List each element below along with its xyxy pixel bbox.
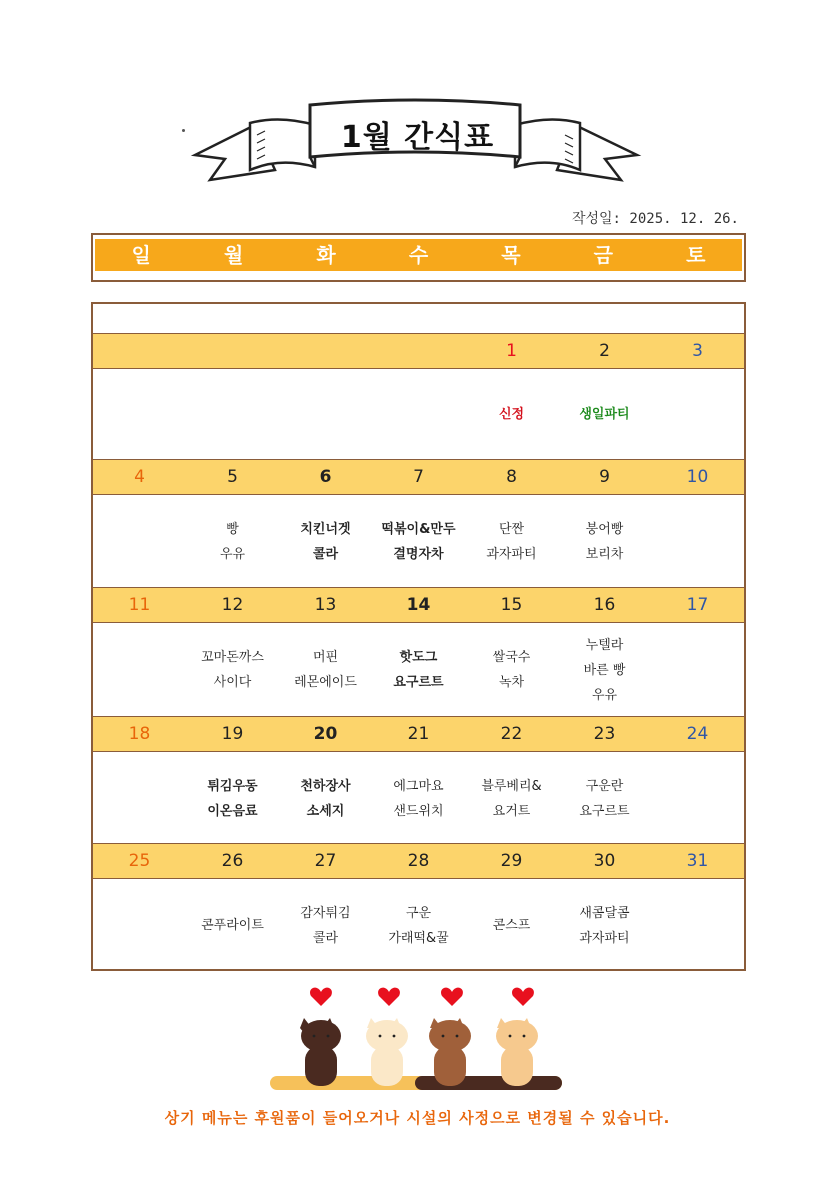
menu-item: 누텔라 bbox=[585, 637, 624, 653]
date-cell: 26 bbox=[221, 851, 244, 871]
menu-cell bbox=[93, 369, 186, 460]
menu-item: 우유 bbox=[219, 546, 246, 562]
date-cell: 14 bbox=[406, 595, 431, 615]
menu-row bbox=[93, 496, 744, 587]
menu-item: 블루베리& bbox=[481, 778, 542, 794]
menu-item: 천하장사 bbox=[300, 778, 351, 794]
date-cell: 8 bbox=[506, 467, 517, 487]
menu-item: 녹차 bbox=[498, 675, 525, 690]
menu-cell bbox=[651, 369, 744, 460]
date-row bbox=[93, 716, 744, 752]
menu-cell bbox=[651, 624, 744, 716]
menu-item: 요구르트 bbox=[393, 675, 444, 690]
menu-cell bbox=[279, 880, 372, 971]
date-cell: 5 bbox=[227, 467, 238, 487]
menu-cell bbox=[93, 753, 186, 844]
date-cell: 6 bbox=[319, 467, 332, 487]
menu-cell bbox=[558, 369, 651, 460]
menu-item: 단짠 bbox=[498, 521, 525, 537]
date-cell: 12 bbox=[221, 595, 244, 615]
date-cell: 3 bbox=[692, 341, 703, 361]
snack-calendar bbox=[91, 302, 746, 971]
date-row bbox=[93, 587, 744, 623]
menu-cell bbox=[465, 753, 558, 844]
menu-cell bbox=[186, 624, 279, 716]
menu-cell bbox=[186, 369, 279, 460]
menu-cell bbox=[279, 753, 372, 844]
menu-item: 감자튀김 bbox=[300, 905, 351, 921]
menu-cell bbox=[465, 624, 558, 716]
menu-cell bbox=[651, 753, 744, 844]
menu-item: 콜라 bbox=[312, 930, 339, 946]
date-cell: 11 bbox=[128, 595, 151, 615]
date-cell: 27 bbox=[314, 851, 337, 871]
menu-item: 새콤달콤 bbox=[579, 905, 630, 921]
menu-item: 레몬에이드 bbox=[294, 675, 357, 690]
menu-cell bbox=[651, 496, 744, 587]
weekday-label: 목 bbox=[501, 243, 521, 267]
date-row bbox=[93, 333, 744, 369]
menu-cell bbox=[279, 624, 372, 716]
menu-cell bbox=[372, 624, 465, 716]
menu-item: 빵 bbox=[226, 521, 239, 537]
date-cell: 16 bbox=[593, 595, 616, 615]
menu-item: 핫도그 bbox=[399, 650, 438, 665]
footer-note: 상기 메뉴는 후원품이 들어오거나 시설의 사정으로 변경될 수 있습니다. bbox=[164, 1109, 671, 1127]
menu-item: 사이다 bbox=[213, 675, 252, 690]
date-cell: 9 bbox=[599, 467, 610, 487]
menu-item: 결명자차 bbox=[393, 546, 444, 562]
menu-item: 치킨너겟 bbox=[300, 521, 351, 537]
weekday-label: 수 bbox=[408, 243, 429, 267]
menu-item: 꼬마돈까스 bbox=[201, 650, 264, 665]
date-cell: 21 bbox=[407, 724, 430, 744]
menu-cell bbox=[93, 880, 186, 971]
date-cell: 15 bbox=[500, 595, 523, 615]
menu-item: 요구르트 bbox=[579, 803, 630, 819]
date-row bbox=[93, 459, 744, 495]
menu-item: 튀김우동 bbox=[207, 778, 258, 794]
menu-item: 바른 빵 bbox=[583, 662, 626, 678]
menu-cell bbox=[465, 880, 558, 971]
menu-item: 소세지 bbox=[306, 803, 345, 819]
date-cell: 25 bbox=[128, 851, 151, 871]
menu-cell bbox=[465, 369, 558, 460]
date-cell bbox=[372, 334, 465, 368]
menu-row bbox=[93, 753, 744, 844]
menu-item: 에그마요 bbox=[393, 778, 444, 794]
menu-item: 콘푸라이트 bbox=[201, 918, 264, 933]
date-cell: 4 bbox=[134, 467, 145, 487]
menu-cell bbox=[279, 369, 372, 460]
menu-item: 신정 bbox=[498, 407, 525, 422]
menu-item: 붕어빵 bbox=[585, 521, 624, 537]
menu-cell bbox=[186, 880, 279, 971]
date-cell: 13 bbox=[314, 595, 337, 615]
date-cell: 17 bbox=[686, 595, 709, 615]
date-cell bbox=[279, 334, 372, 368]
date-cell bbox=[93, 334, 186, 368]
menu-cell bbox=[558, 624, 651, 716]
menu-item: 콜라 bbox=[312, 546, 339, 562]
date-cell: 23 bbox=[593, 724, 616, 744]
menu-cell bbox=[651, 880, 744, 971]
menu-cell bbox=[558, 880, 651, 971]
menu-cell bbox=[372, 496, 465, 587]
menu-item: 샌드위치 bbox=[393, 803, 444, 819]
weekday-label: 토 bbox=[686, 243, 706, 267]
menu-item: 이온음료 bbox=[207, 803, 258, 819]
date-cell: 24 bbox=[686, 724, 709, 744]
date-cell: 18 bbox=[128, 724, 151, 744]
menu-cell bbox=[279, 496, 372, 587]
menu-cell bbox=[372, 880, 465, 971]
menu-item: 머핀 bbox=[312, 650, 339, 665]
date-cell: 20 bbox=[313, 724, 338, 744]
menu-row bbox=[93, 624, 744, 716]
menu-item: 구운란 bbox=[585, 778, 624, 794]
menu-item: 요거트 bbox=[492, 803, 531, 819]
menu-cell bbox=[372, 753, 465, 844]
date-cell: 2 bbox=[599, 341, 610, 361]
written-date: 작성일: 2025. 12. 26. bbox=[571, 211, 739, 227]
menu-item: 생일파티 bbox=[579, 407, 630, 422]
menu-cell bbox=[186, 753, 279, 844]
date-cell: 19 bbox=[221, 724, 244, 744]
menu-item: 떡볶이&만두 bbox=[381, 521, 456, 537]
menu-item: 우유 bbox=[591, 687, 618, 703]
date-cell: 10 bbox=[686, 467, 709, 487]
date-row bbox=[93, 843, 744, 879]
menu-item: 과자파티 bbox=[579, 930, 630, 946]
date-cell: 28 bbox=[407, 851, 430, 871]
menu-cell bbox=[558, 753, 651, 844]
menu-cell bbox=[93, 624, 186, 716]
menu-item: 과자파티 bbox=[486, 546, 537, 562]
menu-cell bbox=[465, 496, 558, 587]
menu-item: 쌀국수 bbox=[492, 650, 531, 665]
date-cell: 29 bbox=[500, 851, 523, 871]
date-cell: 1 bbox=[506, 341, 517, 361]
date-cell: 22 bbox=[500, 724, 523, 744]
menu-cell bbox=[372, 369, 465, 460]
page-title: 1월 간식표 bbox=[340, 120, 495, 155]
menu-item: 보리차 bbox=[585, 546, 624, 562]
menu-cell bbox=[186, 496, 279, 587]
cats-illustration bbox=[265, 980, 575, 1100]
date-cell: 30 bbox=[593, 851, 616, 871]
menu-row bbox=[93, 369, 744, 460]
menu-cell bbox=[93, 496, 186, 587]
date-cell: 31 bbox=[686, 851, 709, 871]
weekday-header bbox=[91, 233, 746, 282]
menu-cell bbox=[558, 496, 651, 587]
menu-item: 가래떡&꿀 bbox=[388, 930, 449, 946]
weekday-label: 월 bbox=[223, 243, 244, 267]
date-cell bbox=[186, 334, 279, 368]
date-cell: 7 bbox=[413, 467, 424, 487]
weekday-label: 금 bbox=[593, 243, 613, 267]
menu-item: 콘스프 bbox=[492, 918, 531, 933]
menu-row bbox=[93, 880, 744, 971]
weekday-label: 일 bbox=[131, 243, 151, 267]
weekday-label: 화 bbox=[316, 243, 336, 267]
menu-item: 구운 bbox=[405, 905, 432, 921]
